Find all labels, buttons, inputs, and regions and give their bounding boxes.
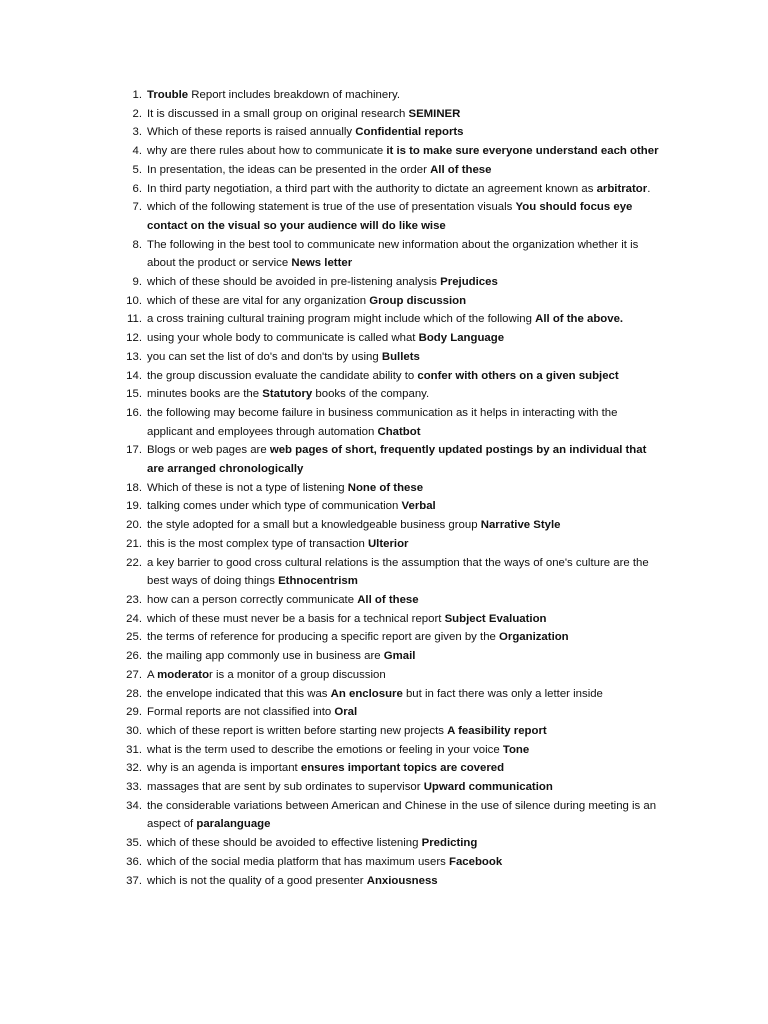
answer-text: Oral xyxy=(334,706,358,719)
item-text xyxy=(147,706,357,718)
list-item xyxy=(120,554,660,591)
list-item xyxy=(120,123,660,142)
list-item xyxy=(120,853,660,872)
item-text xyxy=(147,108,460,120)
item-text xyxy=(147,744,529,756)
answer-text: Facebook xyxy=(448,855,503,868)
question-text: It is discussed in a small group on original research xyxy=(147,107,409,120)
question-text: Blogs or web pages are xyxy=(147,444,270,457)
list-item xyxy=(120,834,660,853)
answer-text: Prejudices xyxy=(440,276,498,289)
item-text xyxy=(147,145,659,157)
item-number: 26. xyxy=(126,650,142,663)
list-item xyxy=(120,385,660,404)
item-number: 35. xyxy=(126,837,142,850)
item-text xyxy=(147,332,504,344)
item-text xyxy=(147,482,423,494)
item-text xyxy=(147,164,491,176)
answer-text: Verbal xyxy=(401,500,436,513)
item-text xyxy=(147,295,466,307)
question-text: why are there rules about how to communicate xyxy=(147,145,387,158)
item-text xyxy=(147,669,386,681)
question-text: why is an agenda is important xyxy=(147,762,301,775)
item-text xyxy=(147,89,400,101)
list-item xyxy=(120,741,660,760)
question-text: using your whole body to communicate is called what xyxy=(147,332,419,345)
list-item xyxy=(120,685,660,704)
list-item xyxy=(120,180,660,199)
item-number: 21. xyxy=(126,537,142,550)
answer-text: Tone xyxy=(502,743,530,756)
question-answer-list xyxy=(120,86,660,890)
question-text: what is the term used to describe the emotions or feeling in your voice xyxy=(147,743,503,756)
question-text: Formal reports are not classified into xyxy=(147,706,335,719)
answer-text: Trouble xyxy=(147,89,189,101)
question-text: the following may become failure in business communication as it helps in interacting with the applicant and employees through automation xyxy=(147,406,618,438)
answer-text: SEMINER xyxy=(408,107,461,120)
question-text: the envelope indicated that this was xyxy=(147,687,331,700)
list-item xyxy=(120,86,660,105)
question-text: which is not the quality of a good presenter xyxy=(147,874,367,887)
item-number: 33. xyxy=(126,781,142,794)
question-text: The following in the best tool to communicate new information about the organization whether it is about the product or service xyxy=(147,238,639,270)
item-number: 25. xyxy=(126,631,142,644)
item-text xyxy=(147,313,623,325)
item-number: 19. xyxy=(126,500,142,513)
list-item xyxy=(120,703,660,722)
list-item xyxy=(120,778,660,797)
item-number: 12. xyxy=(126,332,142,345)
question-text: Which of these is not a type of listening xyxy=(147,481,348,494)
item-text xyxy=(147,650,415,662)
list-item xyxy=(120,647,660,666)
question-text: books of the company. xyxy=(312,388,430,401)
item-number: 1. xyxy=(132,89,142,101)
item-number: 20. xyxy=(126,519,142,532)
answer-text: Statutory xyxy=(262,388,313,401)
item-number: 16. xyxy=(126,406,142,419)
answer-text: You should focus eye contact on the visual so your audience will do like wise xyxy=(147,201,633,232)
item-text xyxy=(147,201,632,232)
answer-text: An enclosure xyxy=(330,687,403,700)
answer-text: Ulterior xyxy=(367,537,409,550)
list-item xyxy=(120,497,660,516)
item-number: 31. xyxy=(126,743,142,756)
item-text xyxy=(147,613,546,625)
item-number: 34. xyxy=(126,799,142,812)
item-text xyxy=(147,875,438,887)
list-item xyxy=(120,329,660,348)
answer-text: moderato xyxy=(157,668,210,681)
answer-text: Anxiousness xyxy=(366,874,438,887)
item-text xyxy=(147,276,498,288)
list-item xyxy=(120,236,660,273)
item-number: 15. xyxy=(126,388,142,401)
question-text: but in fact there was only a letter inside xyxy=(402,687,603,700)
answer-text: None of these xyxy=(347,481,424,494)
answer-text: News letter xyxy=(291,257,353,270)
answer-text: Predicting xyxy=(421,837,478,850)
answer-text: paralanguage xyxy=(196,818,271,831)
question-text: you can set the list of do's and don'ts by using xyxy=(147,350,382,363)
item-text xyxy=(147,239,638,270)
question-text: which of the social media platform that has maximum users xyxy=(147,855,449,868)
item-text xyxy=(147,519,561,531)
item-text xyxy=(147,594,419,606)
question-text: In third party negotiation, a third part with the authority to dictate an agreement known as xyxy=(147,182,597,195)
list-item xyxy=(120,105,660,124)
item-number: 36. xyxy=(126,855,142,868)
item-number: 30. xyxy=(126,724,142,737)
list-item xyxy=(120,666,660,685)
question-text: which of the following statement is true of the use of presentation visuals xyxy=(147,201,516,214)
list-item xyxy=(120,591,660,610)
answer-text: Narrative Style xyxy=(480,519,561,532)
item-text xyxy=(147,688,603,700)
answer-text: A feasibility report xyxy=(447,724,547,737)
item-number: 22. xyxy=(126,556,142,569)
item-text xyxy=(147,856,502,868)
question-text: the terms of reference for producing a specific report are given by the xyxy=(147,631,500,644)
question-text: which of these should be avoided in pre-listening analysis xyxy=(147,276,441,289)
question-text: In presentation, the ideas can be presented in the order xyxy=(147,163,431,176)
question-text: Which of these reports is raised annually xyxy=(147,126,356,139)
item-text xyxy=(147,126,464,138)
list-item xyxy=(120,198,660,235)
list-item xyxy=(120,759,660,778)
question-text: massages that are sent by sub ordinates to supervisor xyxy=(147,781,424,794)
question-text: a cross training cultural training program might include which of the following xyxy=(147,313,536,326)
list-item xyxy=(120,348,660,367)
item-text xyxy=(147,762,504,774)
item-text xyxy=(147,500,436,512)
item-text xyxy=(147,837,477,849)
item-text xyxy=(147,407,617,438)
item-text xyxy=(147,351,420,363)
list-item xyxy=(120,310,660,329)
item-number: 17. xyxy=(126,444,142,457)
list-item xyxy=(120,797,660,834)
item-text xyxy=(147,183,650,195)
question-text: how can a person correctly communicate xyxy=(147,593,358,606)
list-item xyxy=(120,516,660,535)
list-item xyxy=(120,628,660,647)
item-number: 23. xyxy=(126,593,142,606)
item-number: 6. xyxy=(132,182,142,195)
answer-text: Subject Evaluation xyxy=(444,612,547,625)
item-text xyxy=(147,781,553,793)
item-number: 24. xyxy=(126,612,142,625)
item-number: 9. xyxy=(132,276,142,289)
question-text: a key barrier to good cross cultural relations is the assumption that the ways of one's culture are the best ways of doing things xyxy=(147,556,649,588)
item-number: 14. xyxy=(126,369,142,382)
item-number: 27. xyxy=(126,668,142,681)
item-number: 37. xyxy=(126,874,142,887)
item-number: 29. xyxy=(126,706,142,719)
list-item xyxy=(120,292,660,311)
list-item xyxy=(120,273,660,292)
question-text: talking comes under which type of communication xyxy=(147,500,402,513)
item-number: 2. xyxy=(132,107,142,120)
answer-text: Chatbot xyxy=(377,425,421,438)
answer-text: Ethnocentrism xyxy=(278,575,358,588)
question-text: the group discussion evaluate the candidate ability to xyxy=(147,369,418,382)
question-text: minutes books are the xyxy=(147,388,263,401)
item-number: 3. xyxy=(132,126,142,139)
list-item xyxy=(120,872,660,891)
answer-text: ensures important topics are covered xyxy=(300,762,505,775)
item-text xyxy=(147,631,569,643)
answer-text: All of these xyxy=(357,593,419,606)
question-text: which of these are vital for any organization xyxy=(147,294,370,307)
item-number: 13. xyxy=(126,350,142,363)
list-item xyxy=(120,722,660,741)
answer-text: Organization xyxy=(499,631,569,644)
item-number: 18. xyxy=(126,481,142,494)
item-text xyxy=(147,444,646,475)
item-text xyxy=(147,370,619,382)
question-text: which of these must never be a basis for a technical report xyxy=(147,612,445,625)
question-text: the mailing app commonly use in business are xyxy=(147,650,384,663)
item-text xyxy=(147,800,656,831)
item-number: 8. xyxy=(132,238,142,251)
question-text: which of these should be avoided to effective listening xyxy=(147,837,422,850)
item-number: 10. xyxy=(126,294,142,307)
question-text: Report includes breakdown of machinery. xyxy=(188,89,401,101)
answer-text: All of the above. xyxy=(535,313,624,326)
item-text xyxy=(147,725,547,737)
item-number: 28. xyxy=(126,687,142,700)
answer-text: Group discussion xyxy=(369,294,467,307)
list-item xyxy=(120,404,660,441)
item-text xyxy=(147,388,429,400)
answer-text: All of these xyxy=(430,163,492,176)
item-number: 11. xyxy=(127,313,142,326)
item-number: 5. xyxy=(132,163,142,176)
item-text xyxy=(147,557,649,588)
item-number: 4. xyxy=(132,145,142,158)
answer-text: arbitrator xyxy=(596,182,648,195)
answer-text: Bullets xyxy=(381,350,420,363)
answer-text: Body Language xyxy=(418,332,505,345)
list-item xyxy=(120,142,660,161)
item-number: 7. xyxy=(132,201,142,214)
list-item xyxy=(120,441,660,478)
question-text: the considerable variations between American and Chinese in the use of silence during meeting is an aspect of xyxy=(147,799,657,831)
list-item xyxy=(120,610,660,629)
answer-text: Confidential reports xyxy=(355,126,464,139)
item-number: 32. xyxy=(126,762,142,775)
answer-text: Upward communication xyxy=(423,781,553,794)
answer-text: confer with others on a given subject xyxy=(417,369,619,382)
answer-text: web pages of short, frequently updated postings by an individual that are arranged chronologically xyxy=(147,444,647,476)
answer-text: Gmail xyxy=(383,650,416,663)
question-text: A xyxy=(147,668,158,681)
question-text: . xyxy=(647,182,651,195)
item-text xyxy=(147,538,408,550)
list-item xyxy=(120,161,660,180)
question-text: this is the most complex type of transaction xyxy=(147,537,368,550)
list-item xyxy=(120,367,660,386)
answer-text: it is to make sure everyone understand each other xyxy=(386,145,659,158)
list-item xyxy=(120,535,660,554)
question-text: r is a monitor of a group discussion xyxy=(209,668,386,681)
list-item xyxy=(120,479,660,498)
question-text: which of these report is written before starting new projects xyxy=(147,724,448,737)
question-text: the style adopted for a small but a knowledgeable business group xyxy=(147,519,481,532)
